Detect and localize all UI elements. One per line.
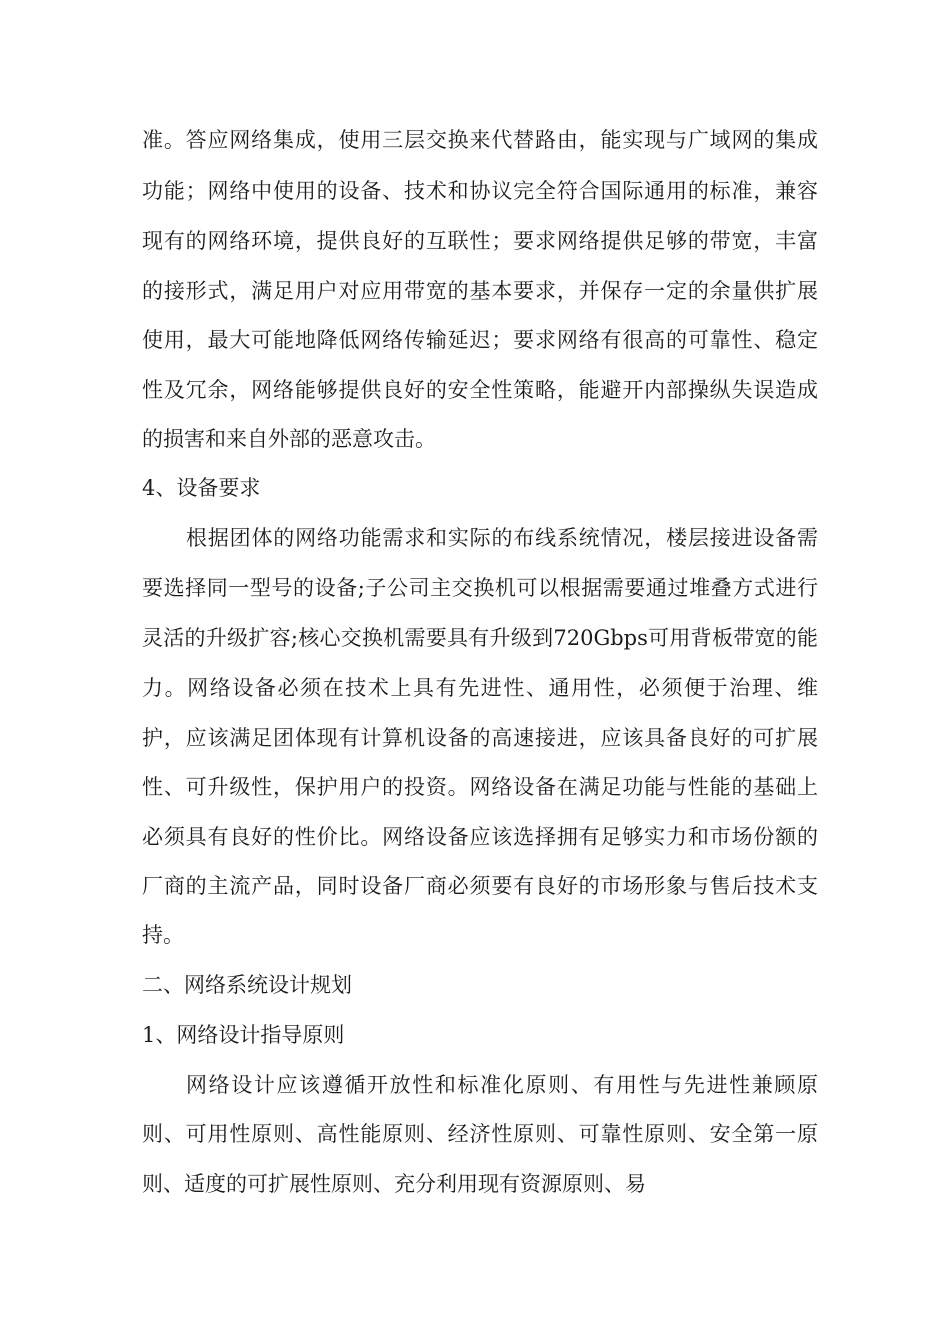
paragraph-line: 功能；网络中使用的设备、技术和协议完全符合国际通用的标准，兼容 xyxy=(142,179,818,203)
paragraph-line: 灵活的升级扩容;核心交换机需要具有升级到720Gbps可用背板带宽的能 xyxy=(142,626,818,650)
paragraph-line: 护，应该满足团体现有计算机设备的高速接进，应该具备良好的可扩展 xyxy=(142,726,818,750)
subsection-heading: 1、网络设计指导原则 xyxy=(142,1023,345,1047)
paragraph-line: 网络设计应该遵循开放性和标准化原则、有用性与先进性兼顾原 xyxy=(186,1073,818,1097)
section-heading: 4、设备要求 xyxy=(142,476,261,500)
paragraph-line: 则、可用性原则、高性能原则、经济性原则、可靠性原则、安全第一原 xyxy=(142,1122,818,1146)
paragraph-line: 要选择同一型号的设备;子公司主交换机可以根据需要通过堆叠方式进行 xyxy=(142,576,818,600)
paragraph-line: 则、适度的可扩展性原则、充分利用现有资源原则、易 xyxy=(142,1172,646,1196)
section-heading: 二、网络系统设计规划 xyxy=(142,973,352,997)
paragraph-line: 性、可升级性，保护用户的投资。网络设备在满足功能与性能的基础上 xyxy=(142,775,818,799)
paragraph-line: 根据团体的网络功能需求和实际的布线系统情况，楼层接进设备需 xyxy=(186,526,818,550)
paragraph-line: 持。 xyxy=(142,923,184,947)
paragraph-line: 准。答应网络集成，使用三层交换来代替路由，能实现与广域网的集成 xyxy=(142,128,818,152)
paragraph-line: 厂商的主流产品，同时设备厂商必须要有良好的市场形象与售后技术支 xyxy=(142,874,818,898)
paragraph-line: 的接形式，满足用户对应用带宽的基本要求，并保存一定的余量供扩展 xyxy=(142,279,818,303)
paragraph-line: 的损害和来自外部的恶意攻击。 xyxy=(142,427,436,451)
paragraph-line: 性及冗余，网络能够提供良好的安全性策略，能避开内部操纵失误造成 xyxy=(142,378,818,402)
paragraph-line: 现有的网络环境，提供良好的互联性；要求网络提供足够的带宽，丰富 xyxy=(142,229,818,253)
paragraph-line: 必须具有良好的性价比。网络设备应该选择拥有足够实力和市场份额的 xyxy=(142,825,818,849)
paragraph-line: 力。网络设备必须在技术上具有先进性、通用性，必须便于治理、维 xyxy=(142,676,818,700)
paragraph-line: 使用，最大可能地降低网络传输延迟；要求网络有很高的可靠性、稳定 xyxy=(142,328,818,352)
